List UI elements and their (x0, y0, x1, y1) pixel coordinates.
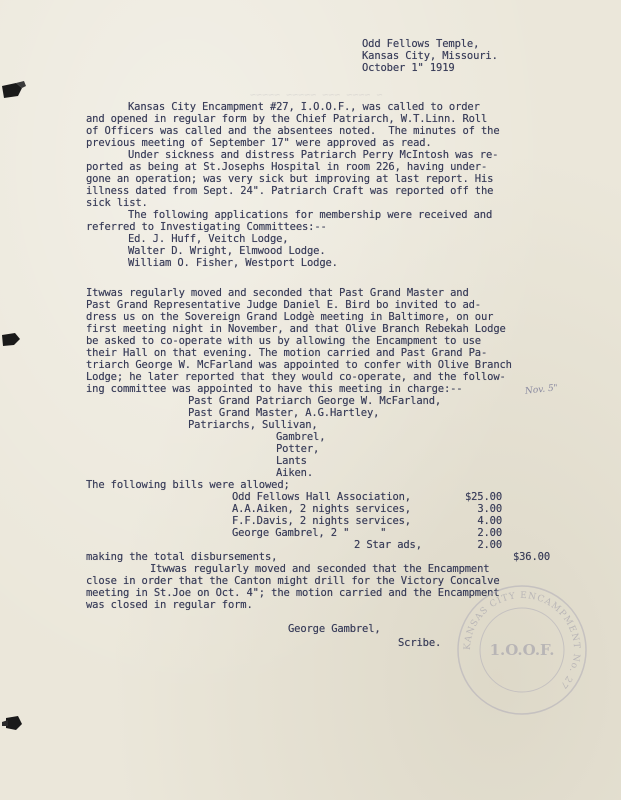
bill-amount: 3.00 (477, 503, 502, 515)
closing-line: meeting in St.Joe on Oct. 4"; the motion carried and the Encampment (86, 587, 500, 599)
applicant-line: Ed. J. Huff, Veitch Lodge, (128, 233, 289, 245)
body-line: and opened in regular form by the Chief Patriarch, W.T.Linn. Roll (86, 113, 488, 125)
committee-line: Aiken. (276, 467, 314, 479)
body-line: ported as being at St.Josephs Hospital in room 226, having under- (86, 161, 488, 173)
total-label: making the total disbursements, (86, 551, 278, 563)
committee-line: Gambrel, (276, 431, 326, 443)
punch-hole-bottom (0, 714, 28, 736)
body-line: sick list. (86, 197, 148, 209)
header-line-2: Kansas City, Missouri. (362, 50, 498, 62)
applicant-line: Walter D. Wright, Elmwood Lodge. (128, 245, 326, 257)
body-line: The following applications for membership were received and (128, 209, 493, 221)
signature-title: Scribe. (398, 637, 442, 649)
body-line: Lodge; he later reported that they would co-operate, and the follow- (86, 371, 506, 383)
bill-item: F.F.Davis, 2 nights services, (232, 515, 411, 527)
punch-hole-middle (0, 330, 28, 352)
committee-line: Past Grand Patriarch George W. McFarland, (188, 395, 442, 407)
body-line: Past Grand Representative Judge Daniel E. Bird bo invited to ad- (86, 299, 481, 311)
body-line: first meeting night in November, and that Olive Branch Rebekah Lodge (86, 323, 506, 335)
body-line: of Officers was called and the absentees noted. The minutes of the (86, 125, 500, 137)
header-line-1: Odd Fellows Temple, (362, 38, 480, 50)
bill-item: A.A.Aiken, 2 nights services, (232, 503, 411, 515)
bill-amount: 4.00 (477, 515, 502, 527)
applicant-line: William O. Fisher, Westport Lodge. (128, 257, 338, 269)
seal-ring-text: KANSAS CITY ENCAMPMENT No. 27 (462, 590, 582, 691)
body-line: illness dated from Sept. 24". Patriarch Craft was reported off the (86, 185, 494, 197)
body-line: gone an operation; was very sick but improving at last report. His (86, 173, 494, 185)
signature-name: George Gambrel, (288, 623, 381, 635)
body-line: referred to Investigating Committees:-- (86, 221, 327, 233)
bill-item: Odd Fellows Hall Association, (232, 491, 411, 503)
closing-line: close in order that the Canton might drill for the Victory Concalve (86, 575, 500, 587)
bill-amount: $25.00 (464, 491, 502, 503)
embossed-seal (452, 580, 592, 720)
body-line: ing committee was appointed to have this meeting in charge:-- (86, 383, 463, 395)
body-line: Kansas City Encampment #27, I.O.O.F., was called to order (128, 101, 480, 113)
bleed-through-text: ~ ~~~~ ~~~ ~~~~~ ~~~~~ (250, 90, 383, 101)
total-amount: $36.00 (512, 551, 550, 563)
committee-line: Lants (276, 455, 307, 467)
body-line: previous meeting of September 17" were approved as read. (86, 137, 432, 149)
committee-line: Patriarchs, Sullivan, (188, 419, 318, 431)
bill-amount: 2.00 (477, 527, 502, 539)
body-line: their Hall on that evening. The motion carried and Past Grand Pa- (86, 347, 488, 359)
header-date: October 1" 1919 (362, 62, 455, 74)
closing-line: was closed in regular form. (86, 599, 253, 611)
body-line: triarch George W. McFarland was appointed to confer with Olive Branch (86, 359, 512, 371)
seal-center-text: 1.O.O.F. (489, 641, 555, 659)
body-line: Under sickness and distress Patriarch Perry McIntosh was re- (128, 149, 499, 161)
closing-line: Itwwas regularly moved and seconded that the Encampment (150, 563, 490, 575)
handwritten-margin-note: Nov. 5" (524, 383, 559, 397)
bill-amount: 2.00 (477, 539, 502, 551)
bills-intro: The following bills were allowed; (86, 479, 290, 491)
committee-line: Past Grand Master, A.G.Hartley, (188, 407, 380, 419)
body-line: be asked to co-operate with us by allowing the Encampment to use (86, 335, 481, 347)
punch-hole-top (0, 80, 28, 102)
body-line: Itwwas regularly moved and seconded that Past Grand Master and (86, 287, 469, 299)
body-line: dress us on the Sovereign Grand Lodgè meeting in Baltimore, on our (86, 311, 494, 323)
bill-item: George Gambrel, 2 " " (232, 527, 387, 539)
committee-line: Potter, (276, 443, 320, 455)
bill-item: 2 Star ads, (354, 539, 422, 551)
